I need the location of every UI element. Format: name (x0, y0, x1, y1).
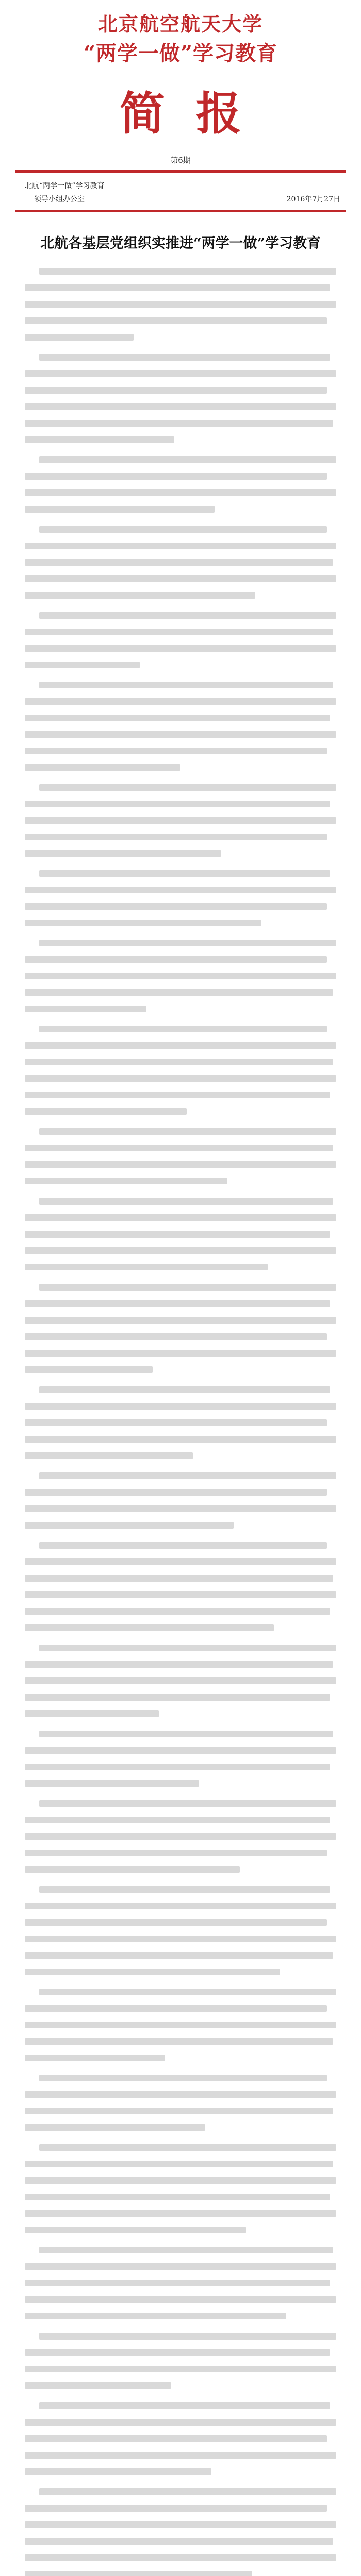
text-line-placeholder (39, 1989, 336, 1995)
text-line-placeholder (25, 2435, 327, 2442)
text-line-placeholder (25, 2210, 336, 2217)
text-line-placeholder (25, 645, 336, 652)
text-line-placeholder (39, 2333, 336, 2340)
text-line-placeholder (25, 2554, 336, 2561)
text-line-placeholder (39, 1128, 336, 1135)
paragraph-placeholder (25, 612, 336, 668)
paragraph-placeholder (25, 456, 336, 513)
text-line-placeholder (25, 2022, 336, 2028)
paragraph-placeholder (25, 2333, 336, 2389)
text-line-placeholder (25, 1833, 336, 1840)
paragraph-placeholder (25, 784, 336, 857)
text-line-placeholder (25, 1333, 327, 1340)
bulletin-title: 简报 (119, 87, 272, 140)
text-line-placeholder (25, 1694, 330, 1701)
text-line-placeholder (25, 1317, 336, 1324)
text-line-placeholder (39, 2075, 327, 2081)
text-line-placeholder (39, 1284, 336, 1291)
paragraph-placeholder (25, 2402, 336, 2475)
text-line-placeholder (25, 2505, 327, 2512)
text-line-placeholder (25, 489, 336, 496)
text-line-placeholder (39, 526, 327, 533)
text-line-placeholder (25, 715, 330, 721)
text-line-placeholder (25, 2161, 333, 2167)
paragraph-placeholder (25, 1198, 336, 1270)
text-line-placeholder (25, 592, 255, 599)
red-divider-top (15, 170, 346, 173)
article-body (25, 268, 336, 2576)
text-line-placeholder (25, 1264, 268, 1270)
text-line-placeholder (25, 317, 327, 324)
text-line-placeholder (39, 682, 333, 688)
text-line-placeholder (25, 1092, 330, 1098)
issuer-block (15, 179, 346, 208)
paragraph-placeholder (25, 268, 336, 341)
paragraph-placeholder (25, 2075, 336, 2131)
text-line-placeholder (25, 2296, 336, 2303)
text-line-placeholder (25, 1436, 336, 1443)
program-name: “两学一做”学习教育 (83, 41, 277, 65)
text-line-placeholder (25, 1591, 336, 1598)
text-line-placeholder (25, 2091, 336, 2098)
text-line-placeholder (25, 1042, 336, 1049)
text-line-placeholder (25, 473, 327, 480)
paragraph-placeholder (25, 1645, 336, 1717)
text-line-placeholder (25, 2521, 336, 2528)
text-line-placeholder (39, 2247, 333, 2253)
text-line-placeholder (25, 801, 330, 807)
text-line-placeholder (25, 2571, 252, 2576)
text-line-placeholder (25, 1214, 336, 1221)
text-line-placeholder (25, 2038, 333, 2045)
text-line-placeholder (25, 1661, 333, 1668)
text-line-placeholder (25, 559, 333, 566)
text-line-placeholder (25, 850, 221, 857)
paragraph-placeholder (25, 1800, 336, 1873)
text-line-placeholder (25, 1059, 333, 1065)
text-line-placeholder (25, 2108, 333, 2114)
paragraph-placeholder (25, 1026, 336, 1115)
text-line-placeholder (25, 1780, 199, 1787)
text-line-placeholder (25, 2263, 336, 2270)
text-line-placeholder (39, 940, 336, 946)
text-line-placeholder (25, 301, 336, 308)
text-line-placeholder (25, 2124, 205, 2131)
text-line-placeholder (39, 2488, 336, 2495)
text-line-placeholder (25, 2419, 336, 2426)
text-line-placeholder (25, 1350, 336, 1357)
paragraph-placeholder (25, 1128, 336, 1184)
text-line-placeholder (25, 956, 327, 963)
text-line-placeholder (25, 1075, 336, 1082)
text-line-placeholder (25, 2538, 333, 2545)
paragraph-placeholder (25, 2144, 336, 2233)
paragraph-placeholder (25, 526, 336, 599)
paragraph-placeholder (25, 1386, 336, 1459)
text-line-placeholder (25, 629, 333, 635)
text-line-placeholder (25, 334, 134, 341)
paragraph-placeholder (25, 1886, 336, 1975)
text-line-placeholder (25, 387, 327, 394)
text-line-placeholder (39, 870, 330, 877)
text-line-placeholder (39, 1886, 330, 1893)
issuer-line-1: 北航“两学一做”学习教育 (25, 182, 105, 190)
masthead (0, 5, 361, 70)
text-line-placeholder (25, 1608, 330, 1615)
text-line-placeholder (25, 543, 336, 549)
text-line-placeholder (25, 1247, 336, 1254)
paragraph-placeholder (25, 1989, 336, 2061)
text-line-placeholder (39, 2144, 336, 2151)
text-line-placeholder (25, 1919, 327, 1926)
paragraph-placeholder (25, 1542, 336, 1631)
text-line-placeholder (25, 1522, 234, 1529)
text-line-placeholder (25, 436, 174, 443)
paragraph-placeholder (25, 1472, 336, 1529)
text-line-placeholder (25, 284, 330, 291)
paragraph-placeholder (25, 940, 336, 1012)
text-line-placeholder (39, 1198, 333, 1205)
text-line-placeholder (25, 1505, 336, 1512)
paragraph-placeholder (25, 682, 336, 771)
text-line-placeholder (39, 1386, 330, 1393)
text-line-placeholder (25, 903, 327, 910)
text-line-placeholder (25, 748, 327, 754)
text-line-placeholder (25, 1006, 146, 1012)
text-line-placeholder (25, 1952, 333, 1959)
text-line-placeholder (25, 1419, 327, 1426)
paragraph-placeholder (25, 2247, 336, 2319)
text-line-placeholder (39, 456, 336, 463)
university-name: 北京航空航天大学 (97, 12, 263, 36)
text-line-placeholder (25, 1710, 159, 1717)
text-line-placeholder (25, 1969, 280, 1975)
text-line-placeholder (25, 2227, 246, 2233)
issuer-line-2: 领导小组办公室 (34, 195, 85, 204)
text-line-placeholder (25, 698, 336, 705)
text-line-placeholder (39, 612, 336, 619)
text-line-placeholder (25, 989, 333, 996)
text-line-placeholder (25, 764, 180, 771)
text-line-placeholder (39, 2402, 330, 2409)
text-line-placeholder (25, 2005, 327, 2012)
text-line-placeholder (25, 920, 261, 926)
text-line-placeholder (39, 1731, 333, 1737)
issue-date: 2016年7月27日 (286, 195, 340, 204)
text-line-placeholder (25, 1231, 330, 1238)
red-divider-bottom (15, 210, 346, 212)
text-line-placeholder (25, 1747, 336, 1754)
text-line-placeholder (25, 2177, 336, 2184)
text-line-placeholder (25, 662, 140, 668)
text-line-placeholder (25, 1764, 330, 1770)
text-line-placeholder (25, 1300, 330, 1307)
paragraph-placeholder (25, 1284, 336, 1373)
text-line-placeholder (25, 1677, 336, 1684)
text-line-placeholder (25, 1903, 336, 1909)
text-line-placeholder (25, 2194, 330, 2200)
paragraph-placeholder (25, 870, 336, 926)
text-line-placeholder (25, 1489, 327, 1496)
text-line-placeholder (25, 817, 336, 824)
text-line-placeholder (25, 1850, 327, 1856)
text-line-placeholder (39, 1800, 336, 1807)
text-line-placeholder (25, 420, 333, 427)
text-line-placeholder (25, 1108, 187, 1115)
text-line-placeholder (25, 1866, 240, 1873)
text-line-placeholder (25, 370, 336, 377)
text-line-placeholder (25, 403, 336, 410)
text-line-placeholder (25, 2313, 286, 2319)
text-line-placeholder (39, 1542, 327, 1549)
paragraph-placeholder (25, 354, 336, 443)
text-line-placeholder (25, 2055, 165, 2061)
text-line-placeholder (25, 2280, 330, 2286)
paragraph-placeholder (25, 1731, 336, 1787)
text-line-placeholder (25, 1366, 153, 1373)
text-line-placeholder (39, 354, 330, 361)
text-line-placeholder (25, 834, 327, 840)
text-line-placeholder (25, 973, 336, 979)
text-line-placeholder (39, 1472, 336, 1479)
text-line-placeholder (25, 1145, 333, 1151)
text-line-placeholder (25, 506, 215, 513)
text-line-placeholder (25, 2366, 336, 2372)
text-line-placeholder (39, 1026, 327, 1032)
article-title: 北航各基层党组织实推进“两学一做”学习教育 (40, 235, 321, 251)
text-line-placeholder (25, 2382, 171, 2389)
text-line-placeholder (25, 575, 336, 582)
text-line-placeholder (25, 1452, 193, 1459)
text-line-placeholder (39, 268, 336, 275)
text-line-placeholder (25, 1178, 227, 1184)
text-line-placeholder (25, 1575, 333, 1582)
text-line-placeholder (25, 1936, 336, 1942)
issue-number: 第6期 (170, 156, 191, 165)
text-line-placeholder (25, 2349, 330, 2356)
text-line-placeholder (25, 887, 336, 893)
text-line-placeholder (25, 1624, 274, 1631)
text-line-placeholder (25, 2468, 211, 2475)
text-line-placeholder (25, 1161, 336, 1168)
text-line-placeholder (25, 1817, 330, 1823)
text-line-placeholder (25, 1558, 336, 1565)
paragraph-placeholder (25, 2488, 336, 2576)
text-line-placeholder (25, 1403, 336, 1410)
text-line-placeholder (25, 731, 336, 738)
text-line-placeholder (39, 1645, 336, 1651)
text-line-placeholder (25, 2452, 336, 2459)
text-line-placeholder (39, 784, 336, 791)
